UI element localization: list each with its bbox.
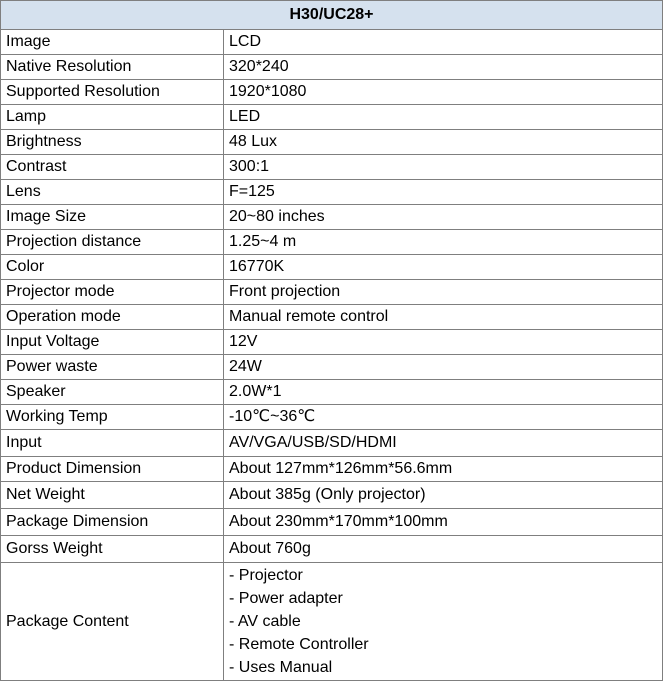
table-row xyxy=(1,405,663,430)
spec-label: Speaker xyxy=(1,380,224,405)
spec-label: Power waste xyxy=(1,355,224,380)
table-row xyxy=(1,380,663,405)
spec-value: Manual remote control xyxy=(224,305,663,330)
table-title-row xyxy=(1,1,663,30)
spec-label: Package Dimension xyxy=(1,509,224,536)
spec-label: Brightness xyxy=(1,130,224,155)
spec-value: 48 Lux xyxy=(224,130,663,155)
table-row xyxy=(1,305,663,330)
table-row xyxy=(1,482,663,509)
table-row xyxy=(1,255,663,280)
table-row xyxy=(1,230,663,255)
package-item: - Remote Controller xyxy=(229,636,369,653)
table-row xyxy=(1,180,663,205)
spec-label: Color xyxy=(1,255,224,280)
spec-value: About 127mm*126mm*56.6mm xyxy=(224,457,663,482)
package-item: - Projector xyxy=(229,567,303,584)
package-item: - Power adapter xyxy=(229,590,343,607)
spec-value: 16770K xyxy=(224,255,663,280)
spec-label: Projector mode xyxy=(1,280,224,305)
spec-value: 320*240 xyxy=(224,55,663,80)
table-row xyxy=(1,55,663,80)
spec-value: F=125 xyxy=(224,180,663,205)
spec-value: 20~80 inches xyxy=(224,205,663,230)
spec-label: Operation mode xyxy=(1,305,224,330)
spec-value: Front projection xyxy=(224,280,663,305)
table-row xyxy=(1,205,663,230)
spec-label: Net Weight xyxy=(1,482,224,509)
table-row xyxy=(1,430,663,457)
package-content-list xyxy=(224,563,663,681)
spec-label: Lens xyxy=(1,180,224,205)
table-row xyxy=(1,130,663,155)
spec-value: 1.25~4 m xyxy=(224,230,663,255)
spec-label: Projection distance xyxy=(1,230,224,255)
package-content-label: Package Content xyxy=(1,563,224,681)
spec-value: 300:1 xyxy=(224,155,663,180)
table-row xyxy=(1,509,663,536)
spec-label: Lamp xyxy=(1,105,224,130)
table-row xyxy=(1,155,663,180)
spec-label: Contrast xyxy=(1,155,224,180)
spec-value: 12V xyxy=(224,330,663,355)
spec-value: LCD xyxy=(224,30,663,55)
spec-label: Gorss Weight xyxy=(1,536,224,563)
spec-label: Supported Resolution xyxy=(1,80,224,105)
table-row xyxy=(1,105,663,130)
table-row xyxy=(1,80,663,105)
package-item: - Uses Manual xyxy=(229,659,333,676)
table-row xyxy=(1,30,663,55)
spec-label: Native Resolution xyxy=(1,55,224,80)
package-item: - AV cable xyxy=(229,613,301,630)
spec-value: -10℃~36℃ xyxy=(224,405,663,430)
spec-value: AV/VGA/USB/SD/HDMI xyxy=(224,430,663,457)
spec-value: 1920*1080 xyxy=(224,80,663,105)
spec-value: About 760g xyxy=(224,536,663,563)
table-row xyxy=(1,457,663,482)
table-row xyxy=(1,280,663,305)
spec-value: 2.0W*1 xyxy=(224,380,663,405)
spec-label: Product Dimension xyxy=(1,457,224,482)
spec-label: Working Temp xyxy=(1,405,224,430)
table-row xyxy=(1,355,663,380)
table-row xyxy=(1,536,663,563)
spec-label: Input Voltage xyxy=(1,330,224,355)
spec-label: Image xyxy=(1,30,224,55)
spec-value: About 385g (Only projector) xyxy=(224,482,663,509)
spec-label: Image Size xyxy=(1,205,224,230)
spec-value: 24W xyxy=(224,355,663,380)
package-content-row xyxy=(1,563,663,681)
spec-value: About 230mm*170mm*100mm xyxy=(224,509,663,536)
table-row xyxy=(1,330,663,355)
table-title: H30/UC28+ xyxy=(1,1,663,30)
spec-label: Input xyxy=(1,430,224,457)
spec-value: LED xyxy=(224,105,663,130)
